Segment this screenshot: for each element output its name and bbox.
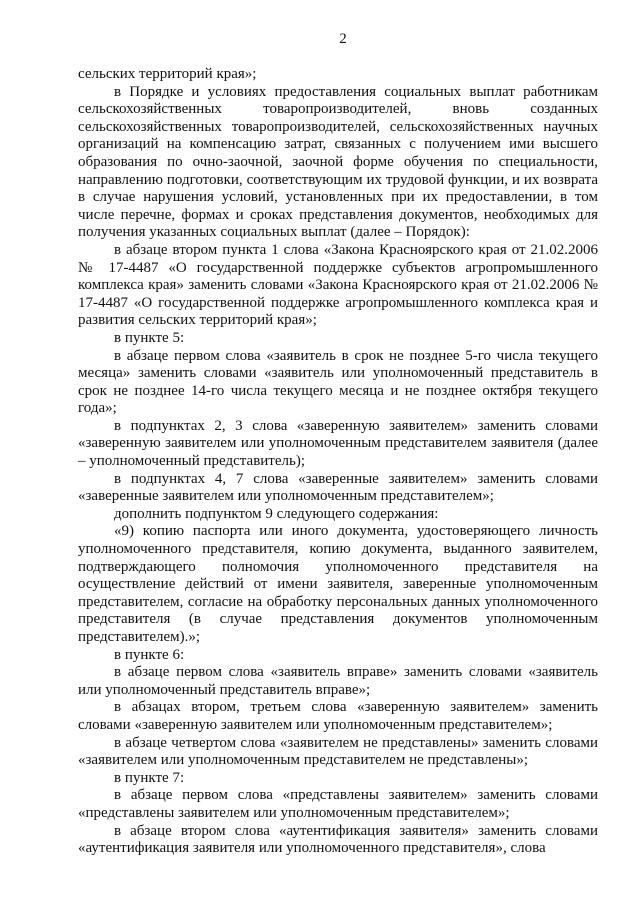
- paragraph: дополнить подпунктом 9 следующего содержания:: [114, 505, 439, 522]
- paragraph: в абзаце первом слова «представлены заявителем» заменить словами «представлены заявителем или уполномоченным представителем»;: [78, 787, 598, 821]
- paragraph: в абзаце первом слова «заявитель вправе» заменить словами «заявитель или уполномоченный представитель вправе»;: [78, 664, 598, 698]
- paragraph: в абзаце втором пункта 1 слова «Закона Красноярского края от 21.02.2006 № 17-4487 «О государственной поддержке субъектов агропромышленного комплекса края» заменить словами «Закона Красноярского края от 21.02.2006 № 17-4487 «О государственной поддержке агропромышленного комплекса края и развития сельских территорий края»;: [78, 241, 598, 329]
- paragraph: «9) копию паспорта или иного документа, удостоверяющего личность уполномоченного представителя, копию документа, выданного заявителем, подтверждающего полномочия уполномоченного представителя на осуществление действий от имени заявителя, заверенные уполномоченным представителем, согласие на обработку персональных данных уполномоченного представителя (в случае представления документов уполномоченным представителем).»;: [78, 523, 598, 645]
- paragraph: в абзаце втором слова «аутентификация заявителя» заменить словами «аутентификация заявителя или уполномоченного представителя», слова: [78, 822, 598, 857]
- paragraph: в подпунктах 4, 7 слова «заверенные заявителем» заменить словами «заверенные заявителем или уполномоченным представителем»;: [78, 470, 598, 505]
- document-body: [78, 66, 598, 858]
- paragraph: сельских территорий края»;: [78, 66, 257, 82]
- document-page: [78, 30, 598, 858]
- paragraph: в абзаце четвертом слова «заявителем не представлены» заменить словами «заявителем или уполномоченным представителем не представлены»;: [78, 734, 598, 769]
- paragraph: в абзацах втором, третьем слова «заверенную заявителем» заменить словами «заверенную заявителем или уполномоченным представителем»;: [78, 699, 598, 733]
- paragraph: в пункте 7:: [114, 769, 185, 786]
- paragraph: в пункте 6:: [114, 646, 185, 663]
- paragraph: в пункте 5:: [114, 329, 185, 346]
- paragraph: в абзаце первом слова «заявитель в срок не позднее 5-го числа текущего месяца» заменить словами «заявитель или уполномоченный представитель в срок не позднее 14-го числа текущего месяца и не позднее октября текущего года»;: [78, 347, 598, 417]
- paragraph: в Порядке и условиях предоставления социальных выплат работникам сельскохозяйственных товаропроизводителей, вновь созданных сельскохозяйственных товаропроизводителей, сельскохозяйственных научных организаций на компенсацию затрат, связанных с получением ими высшего образования по очно-заочной, заочной форме обучения по специальности, направлению подготовки, соответствующим их трудовой функции, и их возврата в случае нарушения условий, установленных при их предоставлении, в том числе перечне, формах и сроках представления документов, необходимых для получения указанных социальных выплат (далее – Порядок):: [78, 83, 598, 241]
- paragraph: в подпунктах 2, 3 слова «заверенную заявителем» заменить словами «заверенную заявителем или уполномоченным представителем заявителя (далее – уполномоченный представитель);: [78, 417, 598, 470]
- page-number: 2: [339, 31, 347, 47]
